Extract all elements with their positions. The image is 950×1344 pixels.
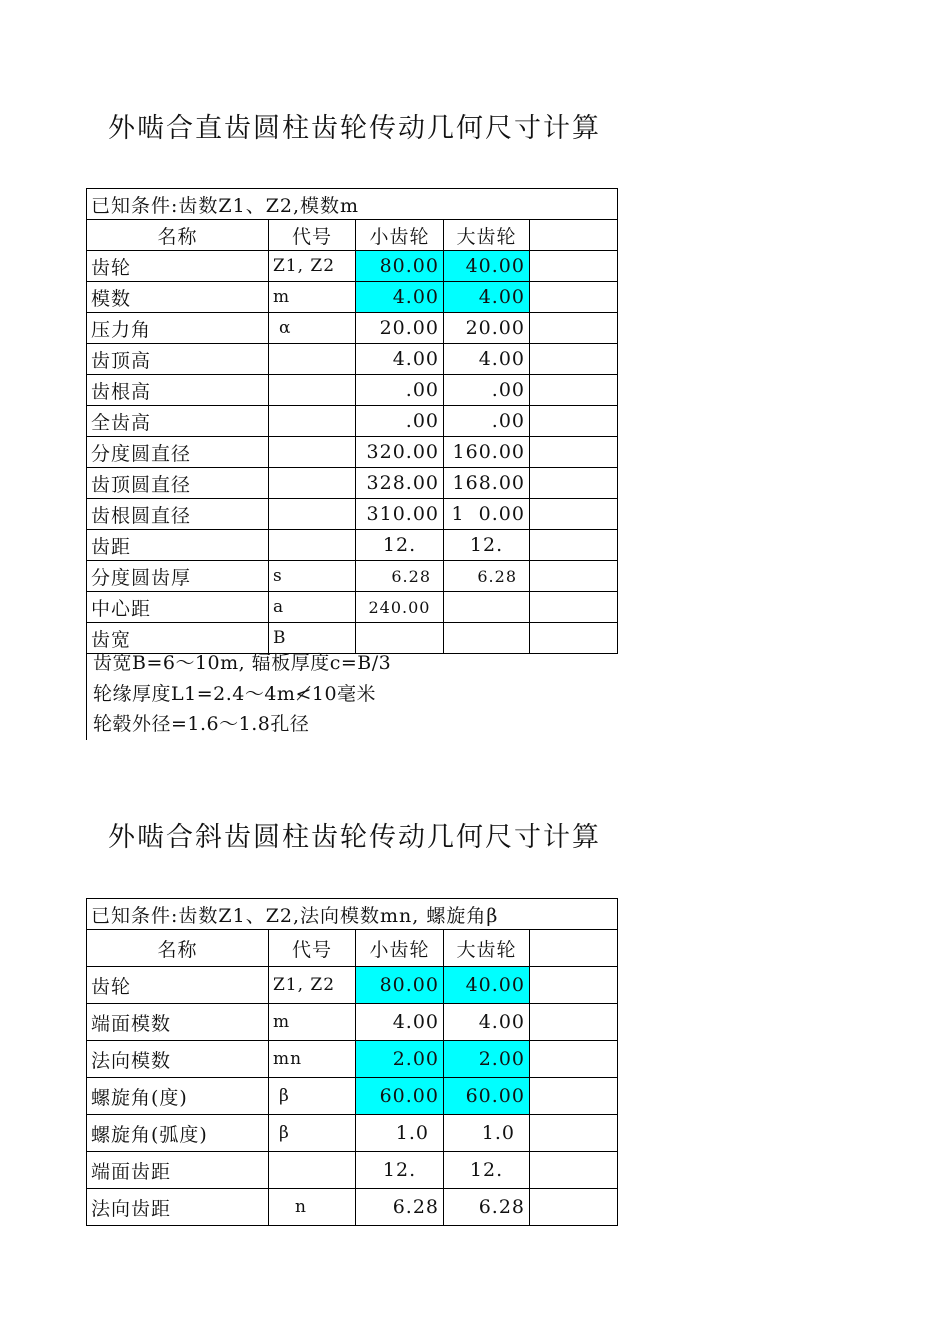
header-small-gear: 小齿轮 xyxy=(356,220,444,251)
helical-condition: 已知条件:齿数Z1、Z2,法向模数mn, 螺旋角β xyxy=(87,899,618,930)
small-gear-value: 4.00 xyxy=(356,1004,444,1041)
table-row xyxy=(87,282,618,313)
large-gear-value: .00 xyxy=(444,375,530,406)
empty-cell xyxy=(530,313,618,344)
table-row xyxy=(87,1078,618,1115)
row-name: 齿宽 xyxy=(87,623,269,654)
empty-cell xyxy=(530,561,618,592)
header-name: 名称 xyxy=(87,930,269,967)
small-gear-input[interactable]: 80.00 xyxy=(356,967,444,1004)
small-gear-value: 328.00 xyxy=(356,468,444,499)
empty-cell xyxy=(530,220,618,251)
small-gear-value: 12. xyxy=(356,1152,444,1189)
small-gear-value: 1.0 xyxy=(356,1115,444,1152)
row-name: 分度圆齿厚 xyxy=(87,561,269,592)
table-row xyxy=(87,344,618,375)
empty-cell xyxy=(530,251,618,282)
row-name: 螺旋角(度) xyxy=(87,1078,269,1115)
header-large-gear: 大齿轮 xyxy=(444,220,530,251)
row-code: n xyxy=(269,1189,356,1226)
empty-cell xyxy=(530,967,618,1004)
row-code: α xyxy=(269,313,356,344)
condition-row xyxy=(87,899,618,930)
header-name: 名称 xyxy=(87,220,269,251)
table-row xyxy=(87,1041,618,1078)
row-code xyxy=(269,1152,356,1189)
large-gear-input[interactable]: 40.00 xyxy=(444,251,530,282)
spur-condition: 已知条件:齿数Z1、Z2,模数m xyxy=(87,189,618,220)
small-gear-input[interactable]: 60.00 xyxy=(356,1078,444,1115)
row-name: 螺旋角(弧度) xyxy=(87,1115,269,1152)
empty-cell xyxy=(530,623,618,654)
empty-cell xyxy=(530,468,618,499)
small-gear-value: .00 xyxy=(356,406,444,437)
large-gear-value: 6.28 xyxy=(444,1189,530,1226)
row-code: B xyxy=(269,623,356,654)
row-name: 法向齿距 xyxy=(87,1189,269,1226)
small-gear-value: 12. xyxy=(356,530,444,561)
note-line: 齿宽B=6～10m, 辐板厚度c=B/3 xyxy=(93,652,392,674)
empty-cell xyxy=(530,930,618,967)
empty-cell xyxy=(530,1189,618,1226)
design-notes xyxy=(86,648,391,740)
empty-cell xyxy=(530,1152,618,1189)
spur-title: 外啮合直齿圆柱齿轮传动几何尺寸计算 xyxy=(108,113,601,144)
small-gear-input[interactable]: 2.00 xyxy=(356,1041,444,1078)
large-gear-value: 4.00 xyxy=(444,344,530,375)
row-name: 齿根高 xyxy=(87,375,269,406)
small-gear-value: 20.00 xyxy=(356,313,444,344)
large-gear-value: 12. xyxy=(444,1152,530,1189)
table-row xyxy=(87,1189,618,1226)
small-gear-value: 6.28 xyxy=(356,1189,444,1226)
row-code: mn xyxy=(269,1041,356,1078)
note-line: 轮缘厚度L1=2.4～4m≮10毫米 xyxy=(93,682,377,705)
row-code xyxy=(269,468,356,499)
row-name: 齿轮 xyxy=(87,967,269,1004)
table-row xyxy=(87,406,618,437)
row-code xyxy=(269,499,356,530)
table-row xyxy=(87,375,618,406)
row-name: 中心距 xyxy=(87,592,269,623)
row-code: β xyxy=(269,1078,356,1115)
empty-cell xyxy=(530,1041,618,1078)
row-code: a xyxy=(269,592,356,623)
table-row xyxy=(87,1152,618,1189)
table-row xyxy=(87,1115,618,1152)
empty-cell xyxy=(530,592,618,623)
large-gear-value: 168.00 xyxy=(444,468,530,499)
row-name: 压力角 xyxy=(87,313,269,344)
empty-cell xyxy=(530,1115,618,1152)
helical-title: 外啮合斜齿圆柱齿轮传动几何尺寸计算 xyxy=(108,822,601,853)
table-row xyxy=(87,499,618,530)
large-gear-input[interactable]: 60.00 xyxy=(444,1078,530,1115)
table-row xyxy=(87,1004,618,1041)
large-gear-input[interactable]: 4.00 xyxy=(444,282,530,313)
header-small-gear: 小齿轮 xyxy=(356,930,444,967)
empty-cell xyxy=(530,406,618,437)
large-gear-input[interactable]: 2.00 xyxy=(444,1041,530,1078)
spur-gear-table xyxy=(86,188,618,654)
note-line: 轮毂外径=1.6～1.8孔径 xyxy=(93,713,310,735)
header-large-gear: 大齿轮 xyxy=(444,930,530,967)
row-code xyxy=(269,344,356,375)
large-gear-value: 1 0.00 xyxy=(444,499,530,530)
row-code xyxy=(269,437,356,468)
header-row xyxy=(87,220,618,251)
large-gear-value xyxy=(444,592,530,623)
table-row xyxy=(87,530,618,561)
small-gear-input[interactable]: 4.00 xyxy=(356,282,444,313)
header-code: 代号 xyxy=(269,930,356,967)
small-gear-input[interactable]: 80.00 xyxy=(356,251,444,282)
row-name: 全齿高 xyxy=(87,406,269,437)
table-row xyxy=(87,437,618,468)
empty-cell xyxy=(530,499,618,530)
row-name: 齿顶高 xyxy=(87,344,269,375)
table-row xyxy=(87,592,618,623)
row-name: 模数 xyxy=(87,282,269,313)
row-code: Z1, Z2 xyxy=(269,967,356,1004)
small-gear-value: 4.00 xyxy=(356,344,444,375)
empty-cell xyxy=(530,375,618,406)
row-name: 端面模数 xyxy=(87,1004,269,1041)
small-gear-value: 310.00 xyxy=(356,499,444,530)
table-row xyxy=(87,561,618,592)
table-row xyxy=(87,468,618,499)
empty-cell xyxy=(530,437,618,468)
small-gear-value: 240.00 xyxy=(356,592,444,623)
row-code: β xyxy=(269,1115,356,1152)
small-gear-value: .00 xyxy=(356,375,444,406)
large-gear-value: 1.0 xyxy=(444,1115,530,1152)
table-row xyxy=(87,313,618,344)
large-gear-value: 20.00 xyxy=(444,313,530,344)
row-code: s xyxy=(269,561,356,592)
row-name: 齿距 xyxy=(87,530,269,561)
empty-cell xyxy=(530,1004,618,1041)
large-gear-value: 12. xyxy=(444,530,530,561)
empty-cell xyxy=(530,344,618,375)
small-gear-value: 320.00 xyxy=(356,437,444,468)
empty-cell xyxy=(530,282,618,313)
row-code xyxy=(269,530,356,561)
row-name: 分度圆直径 xyxy=(87,437,269,468)
row-name: 齿顶圆直径 xyxy=(87,468,269,499)
condition-row xyxy=(87,189,618,220)
empty-cell xyxy=(530,530,618,561)
helical-gear-table xyxy=(86,898,618,1226)
row-name: 齿轮 xyxy=(87,251,269,282)
small-gear-value: 6.28 xyxy=(356,561,444,592)
row-name: 齿根圆直径 xyxy=(87,499,269,530)
table-row xyxy=(87,967,618,1004)
row-code xyxy=(269,375,356,406)
row-code: m xyxy=(269,1004,356,1041)
header-row xyxy=(87,930,618,967)
large-gear-value: 4.00 xyxy=(444,1004,530,1041)
row-name: 端面齿距 xyxy=(87,1152,269,1189)
row-name: 法向模数 xyxy=(87,1041,269,1078)
large-gear-value: 6.28 xyxy=(444,561,530,592)
large-gear-value: 160.00 xyxy=(444,437,530,468)
empty-cell xyxy=(530,1078,618,1115)
table-row xyxy=(87,251,618,282)
large-gear-value xyxy=(444,623,530,654)
row-code xyxy=(269,406,356,437)
row-code: Z1, Z2 xyxy=(269,251,356,282)
large-gear-input[interactable]: 40.00 xyxy=(444,967,530,1004)
row-code: m xyxy=(269,282,356,313)
header-code: 代号 xyxy=(269,220,356,251)
large-gear-value: .00 xyxy=(444,406,530,437)
